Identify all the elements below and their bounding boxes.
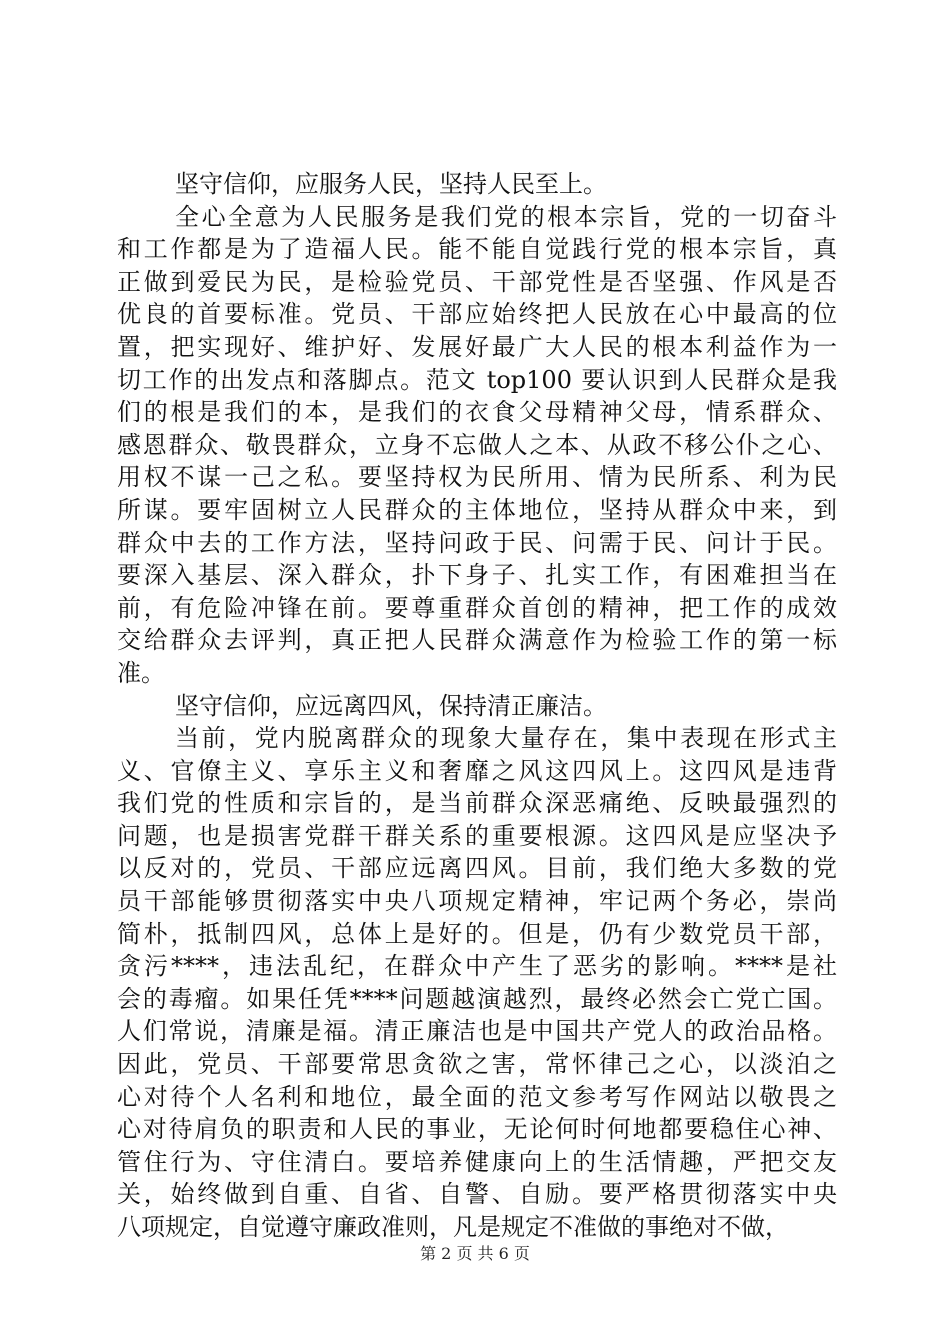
text-line: 义、官僚主义、享乐主义和奢靡之风这四风上。这四风是违背 — [117, 756, 837, 785]
document-body — [117, 168, 837, 1244]
text-line: 优良的首要标准。党员、干部应始终把人民放在心中最高的位 — [117, 300, 837, 329]
text-line: 所谋。要牢固树立人民群众的主体地位，坚持从群众中来，到 — [117, 495, 837, 524]
text-line: 贪污****，违法乱纪，在群众中产生了恶劣的影响。****是社 — [117, 952, 837, 981]
text-line: 八项规定，自觉遵守廉政准则，凡是规定不准做的事绝对不做， — [117, 1213, 789, 1241]
text-line: 人们常说，清廉是福。清正廉洁也是中国共产党人的政治品格。 — [117, 1017, 837, 1046]
text-line: 坚守信仰，应服务人民，坚持人民至上。 — [175, 170, 607, 198]
text-line: 问题，也是损害党群干群关系的重要根源。这四风是应坚决予 — [117, 821, 837, 850]
text-line: 置，把实现好、维护好、发展好最广大人民的根本利益作为一 — [117, 332, 837, 361]
text-line: 前，有危险冲锋在前。要尊重群众首创的精神，把工作的成效 — [117, 593, 837, 622]
text-line: 以反对的，党员、干部应远离四风。目前，我们绝大多数的党 — [117, 854, 837, 883]
text-line: 坚守信仰，应远离四风，保持清正廉洁。 — [175, 691, 607, 720]
body-paragraph — [117, 722, 837, 1244]
text-line: 切工作的出发点和落脚点。范文 top100 要认识到人民群众是我 — [117, 365, 837, 394]
text-line: 们的根是我们的本，是我们的衣食父母精神父母，情系群众、 — [117, 398, 837, 427]
text-line: 正做到爱民为民，是检验党员、干部党性是否坚强、作风是否 — [117, 267, 837, 296]
text-line: 当前，党内脱离群众的现象大量存在，集中表现在形式主 — [175, 724, 837, 753]
text-line: 交给群众去评判，真正把人民群众满意作为检验工作的第一标 — [117, 626, 837, 655]
page-footer: 第 2 页 共 6 页 — [420, 1244, 530, 1263]
text-line: 群众中去的工作方法，坚持问政于民、问需于民、问计于民。 — [117, 528, 837, 557]
text-line: 因此，党员、干部要常思贪欲之害，常怀律己之心，以淡泊之 — [117, 1050, 837, 1079]
text-line: 感恩群众、敬畏群众，立身不忘做人之本、从政不移公仆之心、 — [117, 430, 837, 459]
text-line: 管住行为、守住清白。要培养健康向上的生活情趣，严把交友 — [117, 1147, 837, 1176]
section-heading — [117, 168, 837, 201]
text-line: 心对待个人名利和地位，最全面的范文参考写作网站以敬畏之 — [117, 1082, 837, 1111]
text-line: 准。 — [117, 658, 165, 687]
text-line: 员干部能够贯彻落实中央八项规定精神，牢记两个务必，崇尚 — [117, 887, 837, 916]
text-line: 要深入基层、深入群众，扑下身子、扎实工作，有困难担当在 — [117, 561, 837, 590]
text-line: 心对待肩负的职责和人民的事业，无论何时何地都要稳住心神、 — [117, 1115, 837, 1144]
text-line: 和工作都是为了造福人民。能不能自觉践行党的根本宗旨，真 — [117, 235, 837, 264]
text-line: 简朴，抵制四风，总体上是好的。但是，仍有少数党员干部， — [117, 919, 837, 948]
text-line: 全心全意为人民服务是我们党的根本宗旨，党的一切奋斗 — [175, 202, 837, 231]
text-line: 关，始终做到自重、自省、自警、自励。要严格贯彻落实中央 — [117, 1180, 837, 1209]
text-line: 我们党的性质和宗旨的，是当前群众深恶痛绝、反映最强烈的 — [117, 789, 837, 818]
text-line: 用权不谋一己之私。要坚持权为民所用、情为民所系、利为民 — [117, 463, 837, 492]
section-heading — [117, 690, 837, 723]
text-line: 会的毒瘤。如果任凭****问题越演越烈，最终必然会亡党亡国。 — [117, 984, 837, 1013]
body-paragraph — [117, 201, 837, 690]
